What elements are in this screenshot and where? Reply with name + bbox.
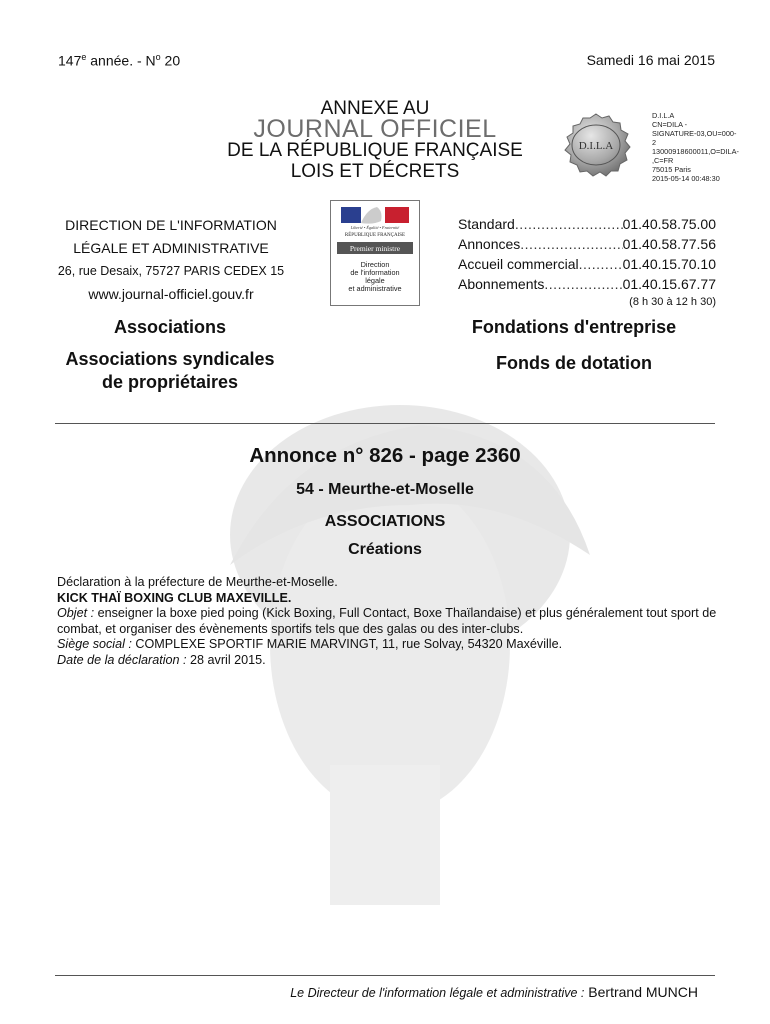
announcement-section: ASSOCIATIONS — [324, 513, 446, 530]
category-associations-syndicales: Associations syndicales — [65, 349, 275, 369]
masthead-line3: DE LA RÉPUBLIQUE FRANÇAISE — [227, 140, 523, 161]
phone-number: 01.40.58.77.56 — [622, 236, 716, 252]
phone-number: 01.40.15.70.10 — [622, 256, 716, 272]
category-fondations: Fondations d'entreprise — [471, 317, 677, 337]
logo-line2: de l'information — [350, 268, 400, 277]
opening-hours: (8 h 30 à 12 h 30) — [629, 296, 716, 308]
edition-number: 147e année. - $N^o$ 20 — [58, 52, 181, 69]
logo-republic: RÉPUBLIQUE FRANÇAISE — [344, 233, 406, 238]
announcement-department: 54 - Meurthe-et-Moselle — [296, 481, 474, 498]
signature-line: 13000918600011,O=DILA- — [652, 147, 739, 156]
contact-row-accueil: Accueil commercial ..... 01.40.15.70.10 — [458, 254, 716, 274]
announcement-subsection: Créations — [348, 541, 422, 558]
contact-list — [458, 214, 716, 312]
phone-number: 01.40.58.75.00 — [622, 216, 716, 232]
masthead-line4: LOIS ET DÉCRETS — [290, 161, 460, 182]
signature-line: 2015-05-14 00:48:30 — [652, 174, 720, 183]
objet-paragraph — [57, 606, 717, 637]
digital-signature-block — [652, 111, 762, 183]
signature-line: 75015 Paris — [652, 165, 691, 174]
logo-line3: légale — [365, 276, 385, 285]
phone-number: 01.40.15.67.77 — [622, 276, 716, 292]
dila-seal-icon — [558, 112, 634, 178]
announcement-title: Annonce n° 826 - page 2360 — [249, 444, 521, 467]
seal-text: D.I.L.A — [578, 140, 614, 152]
direction-line1: DIRECTION DE L'INFORMATION — [65, 217, 277, 233]
logo-banner: Premier ministre — [349, 244, 401, 253]
masthead — [195, 98, 555, 182]
masthead-journal-title: JOURNAL OFFICIEL — [253, 115, 497, 143]
issue-date: Samedi 16 mai 2015 — [586, 52, 715, 68]
direction-address: 26, rue Desaix, 75727 PARIS CEDEX 15 — [57, 264, 285, 278]
contact-row-annonces: Annonces ..... 01.40.58.77.56 — [458, 234, 716, 254]
signature-line: D.I.L.A — [652, 111, 675, 120]
logo-line1: Direction — [360, 260, 390, 269]
divider — [55, 423, 715, 424]
categories-left — [40, 316, 300, 394]
direction-website: www.journal-officiel.gouv.fr — [88, 286, 254, 302]
logo-motto: Liberté • Égalité • Fraternité — [350, 225, 400, 230]
contact-row-standard: Standard ..... 01.40.58.75.00 — [458, 214, 716, 234]
premier-ministre-logo — [330, 200, 420, 306]
date-text: 28 avril 2015. — [186, 652, 266, 667]
logo-line4: et administrative — [348, 284, 402, 293]
marianne-logo-icon — [331, 201, 419, 305]
category-associations-syndicales-line2: de propriétaires — [101, 372, 239, 392]
category-associations: Associations — [113, 317, 227, 337]
signature-line: CN=DILA - — [652, 120, 688, 129]
footer-signature — [290, 984, 698, 1000]
footer-label: Le Directeur de l'information légale et administrative : — [290, 986, 585, 1000]
association-name: KICK THAÏ BOXING CLUB MAXEVILLE. — [57, 590, 292, 605]
date-line — [57, 653, 717, 669]
signature-line: 2 — [652, 138, 657, 147]
signature-line: ,C=FR — [652, 156, 674, 165]
categories-right — [440, 316, 708, 375]
siege-text: COMPLEXE SPORTIF MARIE MARVINGT, 11, rue Solvay, 54320 Maxéville. — [131, 637, 563, 651]
date-label: Date de la déclaration : — [57, 652, 187, 667]
footer-name: Bertrand MUNCH — [584, 984, 698, 1000]
direction-block — [52, 214, 290, 306]
siege-line — [57, 637, 717, 653]
signature-line: SIGNATURE-03,OU=000- — [652, 129, 737, 138]
declaration-line: Déclaration à la préfecture de Meurthe-et-Moselle. — [57, 575, 338, 589]
objet-label: Objet : — [57, 606, 95, 620]
contact-row-abonnements: Abonnements ..... 01.40.15.67.77 — [458, 274, 716, 294]
siege-label: Siège social : — [57, 637, 132, 651]
masthead-line1: ANNEXE AU — [320, 98, 430, 119]
category-fonds-dotation: Fonds de dotation — [496, 353, 652, 373]
direction-line2: LÉGALE ET ADMINISTRATIVE — [73, 240, 269, 256]
announcement-body — [57, 575, 717, 668]
objet-text: enseigner la boxe pied poing (Kick Boxing, Full Contact, Boxe Thaïlandaise) et plus généralement tout sport de combat, et organiser des évènements sportifs tels que des galas ou des inter-clubs. — [57, 606, 717, 636]
footer-divider — [55, 975, 715, 976]
